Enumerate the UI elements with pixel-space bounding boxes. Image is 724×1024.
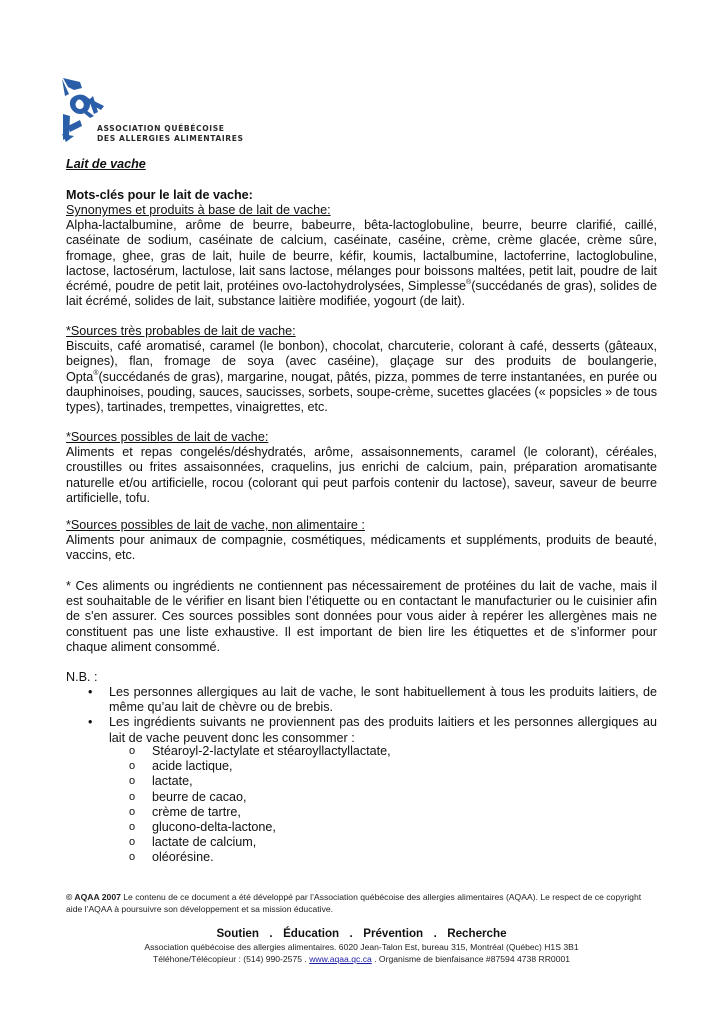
- bullet-text: Les ingrédients suivants ne proviennent pas des produits laitiers et les personnes allergiques au lait de vache peuvent donc les consommer :: [109, 715, 657, 745]
- nb-label: N.B. :: [66, 670, 98, 684]
- very-probable-text-part1: Biscuits, café aromatisé, caramel (le bonbon), chocolat, charcuterie, colorant à café, desserts (gâteaux, beignes), flan, fromage de soya (avec caséine), glaçage sur des produits de boulangerie, Opta: [66, 339, 657, 384]
- footer-contact: [66, 954, 657, 966]
- hollow-bullet-icon: o: [129, 805, 136, 818]
- non-food-heading: *Sources possibles de lait de vache, non alimentaire :: [66, 518, 365, 532]
- very-probable-heading: *Sources très probables de lait de vache:: [66, 324, 296, 338]
- very-probable-section: [66, 324, 657, 415]
- sub-item-text: beurre de cacao,: [152, 789, 247, 804]
- very-probable-text: [66, 339, 657, 415]
- possible-section: [66, 430, 657, 506]
- disclaimer-paragraph: * Ces aliments ou ingrédients ne contiennent pas nécessairement de protéines du lait de vache, mais il est souhaitable de le vérifier en lisant bien l’étiquette ou en contactant le manufacturier ou le cuisinier afin de s'en assurer. Ces sources possibles sont données pour vous aider à repérer les allergènes mais ne constituent pas une liste exhaustive. Il est important de bien lire les étiquettes et de s’informer pour chaque aliment consommé.: [66, 579, 657, 654]
- hollow-bullet-icon: o: [129, 836, 136, 849]
- synonyms-text-part1: Alpha-lactalbumine, arôme de beurre, babeurre, bêta-lactoglobuline, beurre, beurre clarifié, caillé, caséinate de sodium, caséinate de calcium, caséinate, caséine, crème, crème glacée, crème sûre, fromage, ghee, gras de lait, huile de beurre, kéfir, koumis, lactalbumine, lactoferrine, lactoglobuline, lactose, lactosérum, lactulose, lait sans lactose, mélanges pour boissons maltées, petit lait, poudre de lait écrémé, poudre de petit lait, protéines ovo-lactohydrolysées, Simplesse: [66, 218, 657, 294]
- keywords-heading: Mots-clés pour le lait de vache:: [66, 188, 253, 202]
- list-item: [66, 759, 391, 774]
- hollow-bullet-icon: o: [129, 745, 136, 757]
- aqaa-logo: [60, 76, 245, 146]
- synonyms-text: [66, 218, 657, 309]
- logo-line-2: DES ALLERGIES ALIMENTAIRES: [97, 133, 244, 143]
- hollow-bullet-icon: o: [129, 760, 136, 773]
- synonyms-section: [66, 203, 657, 309]
- very-probable-text-part2: (succédanés de gras), margarine, nougat, pâtés, pizza, pommes de terre instantanées, en purée ou dauphinoises, pouding, sauces, saucisses, sorbets, soupe-crème, sucettes glacées (« popsicles » de tous types), tartinades, trempettes, vinaigrettes, etc.: [66, 369, 657, 415]
- hollow-bullet-icon: o: [129, 790, 136, 803]
- hollow-bullet-icon: o: [129, 851, 136, 864]
- sub-item-text: acide lactique,: [152, 759, 233, 774]
- sub-item-text: oléorésine.: [152, 850, 214, 865]
- page-footer: [66, 926, 657, 965]
- hollow-bullet-icon: o: [129, 820, 136, 833]
- synonyms-heading: Synonymes et produits à base de lait de vache:: [66, 203, 331, 217]
- sub-item-text: glucono-delta-lactone,: [152, 819, 276, 834]
- registered-mark: ®: [466, 279, 472, 287]
- footer-phone: Téléhone/Télécopieur : (514) 990-2575 .: [152, 953, 310, 964]
- sub-item-text: Stéaroyl-2-lactylate et stéaroyllactyllactate,: [152, 744, 391, 758]
- possible-heading: *Sources possibles de lait de vache:: [66, 430, 269, 444]
- sub-item-text: crème de tartre,: [152, 804, 241, 819]
- list-item: [66, 805, 391, 820]
- bullet-text: Les personnes allergiques au lait de vache, le sont habituellement à tous les produits laitiers, de même qu’au lait de chèvre ou de brebis.: [109, 685, 657, 715]
- nb-bullet-list: [66, 685, 657, 746]
- copyright-notice: [66, 891, 657, 915]
- non-food-section: [66, 518, 657, 564]
- hollow-bullet-icon: o: [129, 775, 136, 788]
- website-link[interactable]: www.aqaa.qc.ca: [309, 953, 372, 964]
- non-food-text: Aliments pour animaux de compagnie, cosmétiques, médicaments et suppléments, produits de beauté, vaccins, etc.: [66, 533, 657, 563]
- possible-text: Aliments et repas congelés/déshydratés, arôme, assaisonnements, caramel (le colorant), céréales, croustilles ou frites assaisonnées, craquelins, jus enrichi de calcium, pain, préparation aromatisante naturelle et/ou artificielle, rocou (colorant qui peut parfois contenir du lactose), saveur, saveur de beurre artificielle, tofu.: [66, 445, 657, 505]
- copyright-label: © AQAA 2007: [66, 892, 121, 902]
- sub-item-text: lactate,: [152, 774, 193, 789]
- registered-mark: ®: [93, 369, 99, 377]
- list-item: [66, 820, 391, 835]
- synonyms-text-part2: (succédanés de gras), solides de lait écrémé, solides de lait, substance laitière modifiée, yogourt (de lait).: [66, 279, 657, 309]
- list-item: [66, 790, 391, 805]
- logo-wordmark: [97, 124, 244, 143]
- document-title: Lait de vache: [66, 157, 146, 171]
- list-item: [66, 835, 391, 850]
- copyright-text: Le contenu de ce document a été développé par l’Association québécoise des allergies alimentaires (AQAA). Le respect de ce copyright aide l’AQAA à poursuivre son développement et sa mission éducative.: [66, 892, 642, 914]
- list-item: [66, 850, 391, 865]
- logo-line-1: ASSOCIATION QUÉBÉCOISE: [97, 124, 225, 133]
- footer-charity-number: . Organisme de bienfaisance #87594 4738 RR0001: [371, 953, 571, 964]
- footer-address: Association québécoise des allergies alimentaires. 6020 Jean-Talon Est, bureau 315, Montréal (Québec) H1S 3B1: [144, 942, 579, 952]
- list-item: [66, 774, 391, 789]
- list-item: [66, 685, 657, 715]
- list-item: [66, 744, 391, 759]
- bullet-icon: •: [88, 715, 93, 730]
- bullet-icon: •: [88, 685, 93, 699]
- sub-item-text: lactate de calcium,: [152, 835, 257, 850]
- list-item: [66, 715, 657, 745]
- safe-ingredients-list: [66, 744, 391, 866]
- footer-motto: Soutien . Éducation . Prévention . Recherche: [216, 927, 507, 940]
